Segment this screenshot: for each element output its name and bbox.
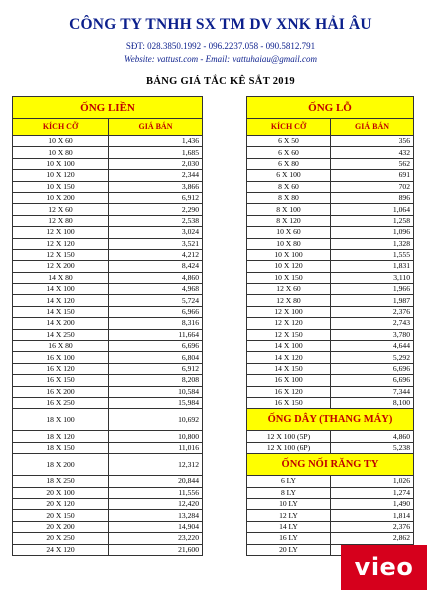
section-header-ong-noi: ỐNG NỐI RĂNG TY: [247, 454, 414, 476]
price-cell: 8,100: [331, 397, 414, 408]
table-row: [247, 341, 414, 352]
table-row: [13, 454, 203, 476]
price-cell: 432: [331, 147, 414, 158]
price-cell: 356: [331, 136, 414, 147]
price-cell: 7,344: [331, 386, 414, 397]
table-row: [13, 261, 203, 272]
table-row: [247, 204, 414, 215]
price-list-title: BẢNG GIÁ TẮC KÊ SẮT 2019: [146, 76, 295, 87]
table-row: [247, 215, 414, 226]
price-cell: 1,436: [109, 136, 203, 147]
price-cell: 1,814: [331, 510, 414, 521]
table-row: [13, 386, 203, 397]
size-cell: 16 X 120: [247, 386, 331, 397]
price-cell: 2,376: [331, 306, 414, 317]
size-cell: 8 X 120: [247, 215, 331, 226]
table-row: [247, 136, 414, 147]
section-header-ong-day: ỐNG DÂY (THANG MÁY): [247, 409, 414, 431]
price-cell: 2,290: [109, 204, 203, 215]
size-cell: 18 X 120: [13, 431, 109, 442]
price-cell: 6,696: [109, 341, 203, 352]
phone-numbers: SĐT: 028.3850.1992 - 096.2237.058 - 090.5812.791: [125, 41, 316, 51]
size-cell: 20 X 150: [13, 510, 109, 521]
size-cell: 8 X 80: [247, 192, 331, 203]
table-row: [13, 238, 203, 249]
price-cell: 1,987: [331, 295, 414, 306]
price-cell: 20,844: [109, 476, 203, 487]
size-cell: 10 X 80: [13, 147, 109, 158]
table-row: [13, 521, 203, 532]
size-cell: 6 X 60: [247, 147, 331, 158]
price-cell: 1,096: [331, 227, 414, 238]
size-cell: 10 X 120: [247, 261, 331, 272]
size-cell: 10 X 200: [13, 192, 109, 203]
size-cell: 14 X 250: [13, 329, 109, 340]
table-row: [13, 476, 203, 487]
price-cell: 8,424: [109, 261, 203, 272]
table-row: [13, 215, 203, 226]
column-header-size: KÍCH CỠ: [247, 119, 331, 136]
section-header-ong-lien: ỐNG LIỀN: [13, 97, 203, 119]
price-cell: 2,030: [109, 158, 203, 169]
table-row: [13, 329, 203, 340]
size-cell: 18 X 100: [13, 409, 109, 431]
price-cell: 12,420: [109, 498, 203, 509]
size-cell: 12 X 100: [247, 306, 331, 317]
price-cell: 15,984: [109, 397, 203, 408]
table-row: [13, 249, 203, 260]
table-row: [13, 306, 203, 317]
size-cell: 12 X 100: [13, 227, 109, 238]
size-cell: 10 X 150: [247, 272, 331, 283]
size-cell: 14 X 100: [13, 284, 109, 295]
section-row: [247, 409, 414, 431]
table-row: [13, 284, 203, 295]
price-cell: 21,600: [109, 544, 203, 555]
size-cell: 14 X 150: [247, 363, 331, 374]
size-cell: 12 X 60: [247, 284, 331, 295]
price-cell: 1,490: [331, 498, 414, 509]
size-cell: 8 X 100: [247, 204, 331, 215]
price-cell: 5,724: [109, 295, 203, 306]
price-cell: 6,966: [109, 306, 203, 317]
size-cell: 16 X 120: [13, 363, 109, 374]
price-cell: 6,696: [331, 375, 414, 386]
table-row: [13, 227, 203, 238]
size-cell: 20 LY: [247, 544, 331, 555]
size-cell: 12 X 100 (6P): [247, 442, 331, 453]
size-cell: 14 X 120: [247, 352, 331, 363]
size-cell: 8 X 60: [247, 181, 331, 192]
price-cell: 5,292: [331, 352, 414, 363]
table-row: [247, 238, 414, 249]
table-row: [247, 261, 414, 272]
table-row: [13, 192, 203, 203]
price-cell: 10,692: [109, 409, 203, 431]
price-cell: 11,664: [109, 329, 203, 340]
price-cell: 4,968: [109, 284, 203, 295]
table-row: [13, 170, 203, 181]
price-cell: 1,064: [331, 204, 414, 215]
size-cell: 12 X 80: [13, 215, 109, 226]
table-row: [247, 442, 414, 453]
price-cell: 6,804: [109, 352, 203, 363]
size-cell: 20 X 200: [13, 521, 109, 532]
size-cell: 12 X 150: [247, 329, 331, 340]
size-cell: 12 X 120: [247, 318, 331, 329]
size-cell: 14 X 100: [247, 341, 331, 352]
price-cell: 6,912: [109, 363, 203, 374]
table-row: [13, 375, 203, 386]
size-cell: 12 LY: [247, 510, 331, 521]
size-cell: 16 X 150: [247, 397, 331, 408]
price-cell: 3,110: [331, 272, 414, 283]
size-cell: 10 X 120: [13, 170, 109, 181]
size-cell: 16 X 100: [247, 375, 331, 386]
table-row: [13, 341, 203, 352]
table-row: [13, 158, 203, 169]
size-cell: 12 X 120: [13, 238, 109, 249]
price-cell: 10,800: [109, 431, 203, 442]
price-cell: 3,866: [109, 181, 203, 192]
price-cell: 23,220: [109, 533, 203, 544]
price-cell: 896: [331, 192, 414, 203]
table-row: [13, 136, 203, 147]
table-row: [247, 363, 414, 374]
price-cell: 2,862: [331, 533, 414, 544]
size-cell: 8 LY: [247, 487, 331, 498]
size-cell: 14 X 80: [13, 272, 109, 283]
price-cell: 2,538: [109, 215, 203, 226]
price-cell: 1,026: [331, 476, 414, 487]
price-cell: 1,966: [331, 284, 414, 295]
website-email: Website: vattust.com - Email: vattuhaiau@gmail.com: [124, 54, 317, 64]
size-cell: 12 X 150: [13, 249, 109, 260]
table-row: [13, 397, 203, 408]
size-cell: 12 X 100 (5P): [247, 431, 331, 442]
price-cell: 1,328: [331, 238, 414, 249]
price-cell: 11,016: [109, 442, 203, 453]
table-row: [247, 386, 414, 397]
size-cell: 20 X 100: [13, 487, 109, 498]
table-row: [247, 318, 414, 329]
table-row: [13, 318, 203, 329]
table-row: [247, 510, 414, 521]
ong-lo-table: [246, 96, 414, 556]
price-cell: 3,024: [109, 227, 203, 238]
table-row: [247, 284, 414, 295]
size-cell: 10 X 60: [247, 227, 331, 238]
price-cell: 8,208: [109, 375, 203, 386]
size-cell: 6 X 50: [247, 136, 331, 147]
table-row: [13, 409, 203, 431]
table-row: [13, 498, 203, 509]
size-cell: 20 X 120: [13, 498, 109, 509]
table-row: [247, 249, 414, 260]
table-row: [247, 498, 414, 509]
size-cell: 6 LY: [247, 476, 331, 487]
price-cell: 2,376: [331, 521, 414, 532]
size-cell: 16 X 80: [13, 341, 109, 352]
price-cell: 11,556: [109, 487, 203, 498]
size-cell: 14 X 120: [13, 295, 109, 306]
size-cell: 12 X 200: [13, 261, 109, 272]
price-cell: 2,344: [109, 170, 203, 181]
table-row: [247, 170, 414, 181]
size-cell: 14 X 150: [13, 306, 109, 317]
table-row: [247, 533, 414, 544]
table-row: [13, 544, 203, 555]
price-cell: 4,212: [109, 249, 203, 260]
table-row: [247, 521, 414, 532]
size-cell: 10 X 100: [13, 158, 109, 169]
size-cell: 20 X 250: [13, 533, 109, 544]
column-header-size: KÍCH CỠ: [13, 119, 109, 136]
vieo-logo: [341, 545, 427, 590]
table-row: [247, 227, 414, 238]
table-row: [247, 487, 414, 498]
size-cell: 16 X 200: [13, 386, 109, 397]
ong-lien-table: [12, 96, 203, 556]
column-header-price: GIÁ BÁN: [331, 119, 414, 136]
table-row: [247, 158, 414, 169]
size-cell: 12 X 80: [247, 295, 331, 306]
price-cell: 6,912: [109, 192, 203, 203]
table-row: [247, 306, 414, 317]
size-cell: 24 X 120: [13, 544, 109, 555]
table-row: [247, 147, 414, 158]
price-cell: 3,521: [109, 238, 203, 249]
price-cell: 6,696: [331, 363, 414, 374]
size-cell: 6 X 80: [247, 158, 331, 169]
price-cell: 10,584: [109, 386, 203, 397]
price-cell: 8,316: [109, 318, 203, 329]
size-cell: 10 LY: [247, 498, 331, 509]
price-cell: 3,780: [331, 329, 414, 340]
size-cell: 14 X 200: [13, 318, 109, 329]
price-cell: 5,238: [331, 442, 414, 453]
size-cell: 10 X 100: [247, 249, 331, 260]
size-cell: 16 X 100: [13, 352, 109, 363]
section-header-ong-lo: ỐNG LỖ: [247, 97, 414, 119]
table-row: [247, 476, 414, 487]
price-cell: 2,743: [331, 318, 414, 329]
price-cell: 14,904: [109, 521, 203, 532]
price-cell: 1,274: [331, 487, 414, 498]
price-cell: 562: [331, 158, 414, 169]
table-row: [13, 431, 203, 442]
size-cell: 18 X 150: [13, 442, 109, 453]
table-row: [13, 442, 203, 453]
price-cell: 1,685: [109, 147, 203, 158]
price-cell: 691: [331, 170, 414, 181]
table-row: [247, 272, 414, 283]
section-row: [247, 454, 414, 476]
size-cell: 16 LY: [247, 533, 331, 544]
price-cell: 702: [331, 181, 414, 192]
table-row: [13, 204, 203, 215]
column-header-price: GIÁ BÁN: [109, 119, 203, 136]
price-cell: 12,312: [109, 454, 203, 476]
table-row: [247, 329, 414, 340]
size-cell: 10 X 60: [13, 136, 109, 147]
size-cell: 18 X 250: [13, 476, 109, 487]
price-cell: 1,258: [331, 215, 414, 226]
logo-text: vieo: [354, 553, 414, 581]
price-cell: 1,831: [331, 261, 414, 272]
company-name: CÔNG TY TNHH SX TM DV XNK HẢI ÂU: [69, 16, 372, 33]
table-row: [13, 510, 203, 521]
price-cell: 4,860: [331, 431, 414, 442]
size-cell: 12 X 60: [13, 204, 109, 215]
table-row: [247, 181, 414, 192]
size-cell: 16 X 150: [13, 375, 109, 386]
size-cell: 6 X 100: [247, 170, 331, 181]
table-row: [13, 295, 203, 306]
size-cell: 18 X 200: [13, 454, 109, 476]
size-cell: 10 X 80: [247, 238, 331, 249]
table-row: [13, 272, 203, 283]
table-row: [247, 295, 414, 306]
price-cell: 1,555: [331, 249, 414, 260]
size-cell: 16 X 250: [13, 397, 109, 408]
table-row: [247, 397, 414, 408]
table-row: [13, 533, 203, 544]
table-row: [13, 147, 203, 158]
price-cell: 13,284: [109, 510, 203, 521]
table-row: [13, 363, 203, 374]
table-row: [13, 352, 203, 363]
price-cell: 4,860: [109, 272, 203, 283]
size-cell: 14 LY: [247, 521, 331, 532]
table-row: [247, 192, 414, 203]
table-row: [13, 181, 203, 192]
table-row: [247, 375, 414, 386]
table-row: [13, 487, 203, 498]
table-row: [247, 431, 414, 442]
price-cell: 4,644: [331, 341, 414, 352]
size-cell: 10 X 150: [13, 181, 109, 192]
table-row: [247, 352, 414, 363]
